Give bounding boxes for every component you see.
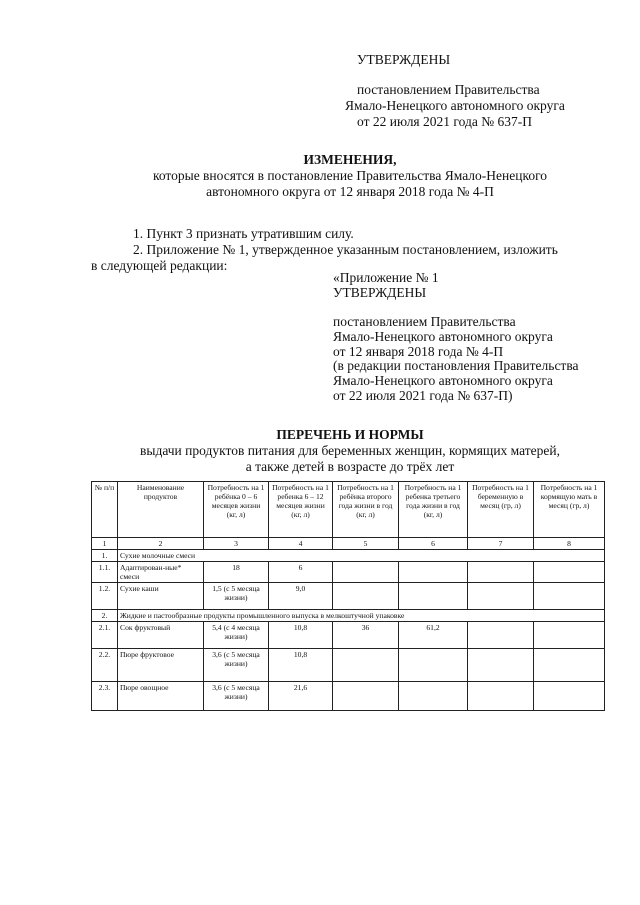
appendix-line-5: от 12 января 2018 года № 4-П <box>333 344 504 359</box>
cell-value <box>468 583 534 610</box>
column-number: 7 <box>468 538 534 550</box>
cell-value: 6 <box>269 562 333 583</box>
cell-value <box>534 649 605 682</box>
column-number-row <box>92 538 605 550</box>
list-subtitle-2: а также детей в возрасте до трёх лет <box>245 459 455 474</box>
appendix-line-6: (в редакции постановления Правительства <box>333 358 579 373</box>
item-1: 1. Пункт 3 признать утратившим силу. <box>133 226 354 241</box>
header-cell: Потребность на 1 ребенка 6 – 12 месяцев жизни (кг, л) <box>269 482 333 538</box>
header-cell: Наименование продуктов <box>118 482 204 538</box>
item-2-line-1: 2. Приложение № 1, утвержденное указанным постановлением, изложить <box>133 242 558 257</box>
cell-value: 9,0 <box>269 583 333 610</box>
column-number: 8 <box>534 538 605 550</box>
cell-value <box>534 583 605 610</box>
row-number: 2.3. <box>92 682 118 711</box>
header-cell: Потребность на 1 ребёнка второго года жизни в год (кг, л) <box>333 482 399 538</box>
cell-value: 36 <box>333 622 399 649</box>
appendix-line-7: Ямало-Ненецкого автономного округа <box>333 373 553 388</box>
cell-value <box>399 562 468 583</box>
approval-line-2: Ямало-Ненецкого автономного округа <box>345 98 565 113</box>
cell-value: 5,4 (с 4 месяца жизни) <box>204 622 269 649</box>
changes-subtitle-1: которые вносятся в постановление Правительства Ямало-Ненецкого <box>152 168 548 183</box>
appendix-title: «Приложение № 1 <box>333 270 439 285</box>
cell-value <box>468 622 534 649</box>
list-subtitle-1: выдачи продуктов питания для беременных женщин, кормящих матерей, <box>140 443 560 458</box>
cell-value: 3,6 (с 5 месяца жизни) <box>204 682 269 711</box>
row-number: 1.2. <box>92 583 118 610</box>
cell-value: 10,8 <box>269 622 333 649</box>
row-number: 2.2. <box>92 649 118 682</box>
column-number: 4 <box>269 538 333 550</box>
column-number: 6 <box>399 538 468 550</box>
section-title: Сухие молочные смеси <box>118 550 605 562</box>
section-number: 1. <box>92 550 118 562</box>
cell-value <box>399 583 468 610</box>
section-title: Жидкие и пастообразные продукты промышленного выпуска в мелкоштучной упаковке <box>118 610 605 622</box>
row-number: 2.1. <box>92 622 118 649</box>
appendix-approved: УТВЕРЖДЕНЫ <box>333 285 427 300</box>
header-cell: Потребность на 1 ребёнка 0 – 6 месяцев жизни (кг, л) <box>204 482 269 538</box>
header-cell: Потребность на 1 беременную в месяц (гр, л) <box>468 482 534 538</box>
cell-value: 18 <box>204 562 269 583</box>
table-header-row <box>92 482 605 538</box>
product-name: Адаптирован-ные* смеси <box>118 562 204 583</box>
table-row <box>92 562 605 583</box>
section-number: 2. <box>92 610 118 622</box>
changes-subtitle-2: автономного округа от 12 января 2018 года № 4-П <box>206 184 494 199</box>
cell-value <box>468 649 534 682</box>
header-cell: № п/п <box>92 482 118 538</box>
column-number: 2 <box>118 538 204 550</box>
product-name: Пюре овощное <box>118 682 204 711</box>
table-row <box>92 649 605 682</box>
cell-value <box>333 682 399 711</box>
row-number: 1.1. <box>92 562 118 583</box>
cell-value <box>399 682 468 711</box>
approval-line-3: от 22 июля 2021 года № 637-П <box>357 114 532 129</box>
cell-value <box>468 682 534 711</box>
cell-value <box>333 562 399 583</box>
cell-value <box>534 682 605 711</box>
table-row <box>92 682 605 711</box>
item-2-line-2: в следующей редакции: <box>91 258 228 273</box>
approval-line-1: постановлением Правительства <box>357 82 540 97</box>
column-number: 3 <box>204 538 269 550</box>
appendix-line-4: Ямало-Ненецкого автономного округа <box>333 329 553 344</box>
table-row <box>92 622 605 649</box>
cell-value <box>468 562 534 583</box>
column-number: 5 <box>333 538 399 550</box>
header-cell: Потребность на 1 кормящую мать в месяц (гр, л) <box>534 482 605 538</box>
product-name: Сухие каши <box>118 583 204 610</box>
cell-value: 61,2 <box>399 622 468 649</box>
header-cell: Потребность на 1 ребенка третьего года жизни в год (кг, л) <box>399 482 468 538</box>
section-row <box>92 610 605 622</box>
cell-value <box>534 622 605 649</box>
approval-title: УТВЕРЖДЕНЫ <box>357 52 451 67</box>
cell-value: 1,5 (с 5 месяца жизни) <box>204 583 269 610</box>
product-name: Сок фруктовый <box>118 622 204 649</box>
changes-heading: ИЗМЕНЕНИЯ, <box>303 152 397 167</box>
column-number: 1 <box>92 538 118 550</box>
appendix-line-3: постановлением Правительства <box>333 314 516 329</box>
cell-value <box>534 562 605 583</box>
section-row <box>92 550 605 562</box>
list-heading: ПЕРЕЧЕНЬ И НОРМЫ <box>276 427 424 442</box>
cell-value <box>333 583 399 610</box>
cell-value: 21,6 <box>269 682 333 711</box>
norms-table <box>91 481 605 711</box>
table-row <box>92 583 605 610</box>
appendix-line-8: от 22 июля 2021 года № 637-П) <box>333 388 513 403</box>
cell-value <box>399 649 468 682</box>
product-name: Пюре фруктовое <box>118 649 204 682</box>
cell-value: 3,6 (с 5 месяца жизни) <box>204 649 269 682</box>
cell-value <box>333 649 399 682</box>
cell-value: 10,8 <box>269 649 333 682</box>
